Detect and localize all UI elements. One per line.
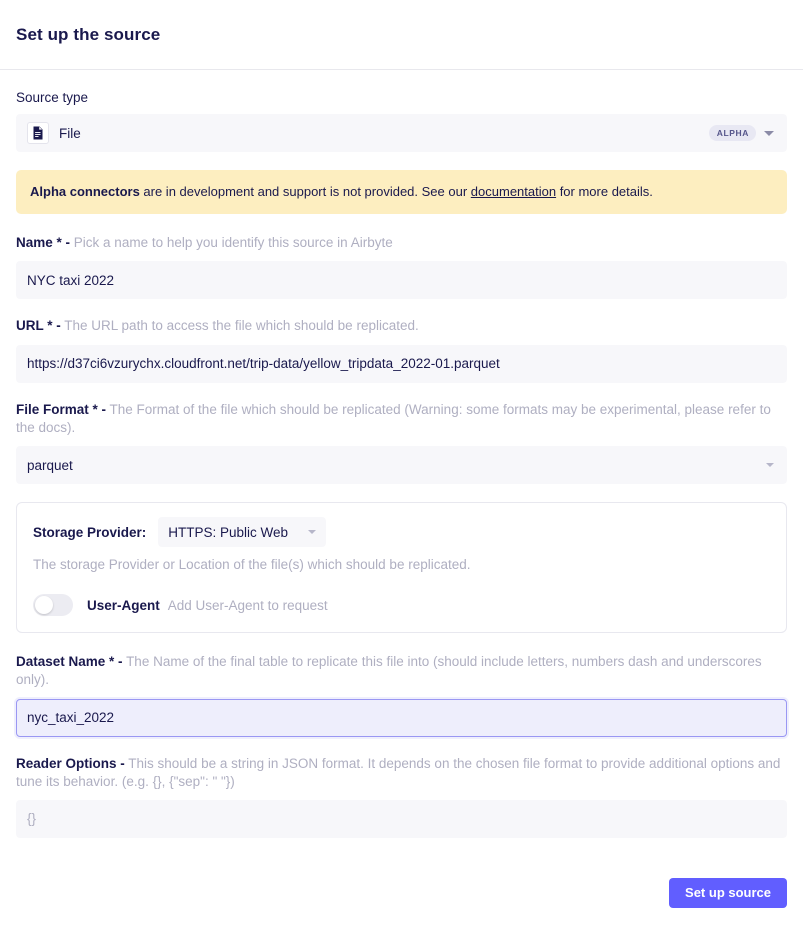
name-input[interactable] xyxy=(16,261,787,299)
url-label-text: URL * - xyxy=(16,318,61,334)
name-label xyxy=(16,234,787,252)
source-type-field xyxy=(16,90,787,152)
user-agent-row xyxy=(33,594,770,616)
name-label-hint: Pick a name to help you identify this source in Airbyte xyxy=(73,235,393,251)
name-label-text: Name * - xyxy=(16,235,71,251)
source-type-select[interactable] xyxy=(16,114,787,152)
reader-options-label-hint: This should be a string in JSON format. It depends on the chosen file format to provide additional options and tune its behavior. (e.g. {}, {"sep": " "}) xyxy=(16,755,781,789)
dataset-name-label-hint: The Name of the final table to replicate this file into (should include letters, numbers dash and underscores only). xyxy=(16,654,762,688)
dataset-name-label xyxy=(16,653,787,689)
storage-provider-description: The storage Provider or Location of the file(s) which should be replicated. xyxy=(33,557,471,573)
file-format-label-hint: The Format of the file which should be replicated (Warning: some formats may be experimental, please refer to the docs). xyxy=(16,401,771,435)
name-input-value: NYC taxi 2022 xyxy=(27,272,115,288)
file-format-select[interactable] xyxy=(16,446,787,484)
document-icon xyxy=(27,122,49,144)
reader-options-input[interactable] xyxy=(16,800,787,838)
callout-text-before: are in development and support is not provided. See our xyxy=(139,184,471,199)
form-body xyxy=(0,70,803,838)
file-format-value: parquet xyxy=(27,457,73,473)
url-label-hint: The URL path to access the file which should be replicated. xyxy=(64,318,419,334)
user-agent-toggle[interactable] xyxy=(33,594,73,616)
form-footer xyxy=(0,856,803,932)
reader-options-label xyxy=(16,755,787,791)
user-agent-hint: Add User-Agent to request xyxy=(167,597,328,613)
source-type-label: Source type xyxy=(16,90,89,105)
url-label xyxy=(16,317,787,335)
dataset-name-label-text: Dataset Name * - xyxy=(16,654,123,670)
chevron-down-icon[interactable] xyxy=(308,530,316,534)
source-type-value: File xyxy=(59,125,81,141)
dataset-name-input-value: nyc_taxi_2022 xyxy=(27,710,115,725)
alpha-connector-callout xyxy=(16,170,787,214)
callout-text-after: for more details. xyxy=(556,184,653,199)
set-up-source-button[interactable]: Set up source xyxy=(669,878,787,908)
url-field xyxy=(16,317,787,382)
callout-strong: Alpha connectors xyxy=(30,184,140,199)
toggle-knob xyxy=(35,596,53,614)
file-format-label-text: File Format * - xyxy=(16,401,107,417)
chevron-down-icon[interactable] xyxy=(766,463,774,467)
page-header xyxy=(0,0,803,70)
storage-provider-card xyxy=(16,502,787,633)
dataset-name-field xyxy=(16,653,787,736)
reader-options-placeholder: {} xyxy=(27,811,37,827)
page-title: Set up the source xyxy=(16,24,161,44)
storage-provider-value: HTTPS: Public Web xyxy=(168,524,289,540)
storage-provider-row xyxy=(33,517,770,547)
url-input[interactable] xyxy=(16,345,787,383)
dataset-name-input[interactable] xyxy=(16,699,787,737)
name-field xyxy=(16,234,787,299)
url-input-value: https://d37ci6vzurychx.cloudfront.net/trip-data/yellow_tripdata_2022-01.parquet xyxy=(27,356,500,372)
storage-provider-select[interactable] xyxy=(158,517,326,547)
file-format-field xyxy=(16,401,787,484)
reader-options-label-text: Reader Options - xyxy=(16,755,125,771)
file-format-label xyxy=(16,401,787,437)
user-agent-label: User-Agent xyxy=(87,597,160,613)
reader-options-field xyxy=(16,755,787,838)
chevron-down-icon[interactable] xyxy=(764,131,774,136)
documentation-link[interactable]: documentation xyxy=(470,184,557,199)
status-badge: ALPHA xyxy=(709,125,756,141)
storage-provider-label: Storage Provider: xyxy=(33,524,147,540)
